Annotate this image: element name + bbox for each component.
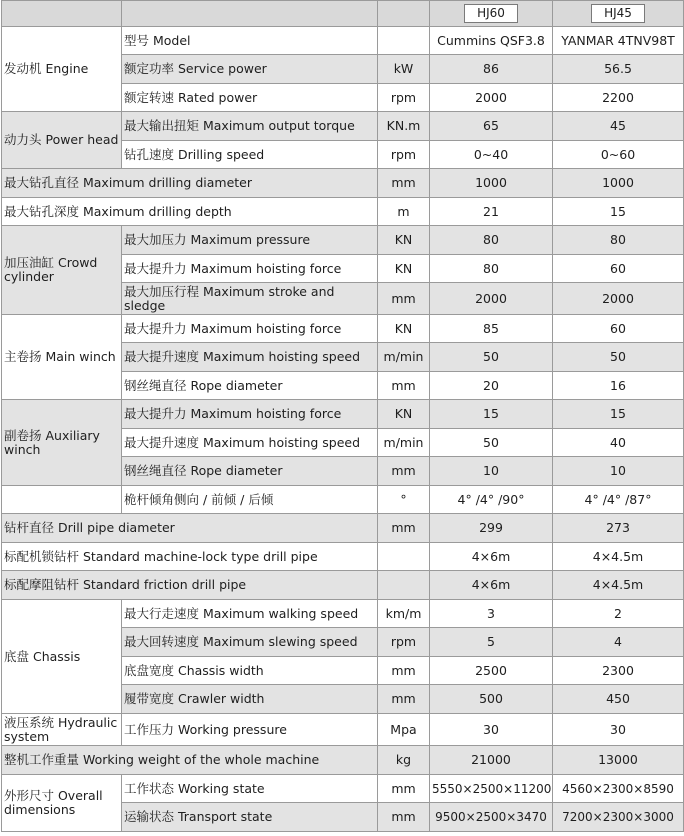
model-a-badge: HJ60 — [464, 4, 518, 23]
row-value-b: 4×4.5m — [553, 543, 684, 571]
row-label: 额定功率 Service power — [122, 55, 378, 84]
row-unit: kg — [378, 746, 430, 775]
row-value-b: 50 — [553, 343, 684, 372]
spec-table — [1, 0, 684, 832]
row-unit: ° — [378, 486, 430, 514]
row-unit: mm — [378, 283, 430, 315]
row-label: 最大提升速度 Maximum hoisting speed — [122, 343, 378, 372]
table-row — [2, 198, 684, 226]
row-value-a: 50 — [430, 429, 553, 457]
row-unit: kW — [378, 55, 430, 84]
table-row — [2, 169, 684, 198]
row-value-b: 15 — [553, 400, 684, 429]
row-value-b: 40 — [553, 429, 684, 457]
table-row — [2, 543, 684, 571]
category-power-head: 动力头 Power head — [2, 112, 122, 169]
row-label: 最大输出扭矩 Maximum output torque — [122, 112, 378, 141]
table-row — [2, 226, 684, 255]
row-unit: mm — [378, 372, 430, 400]
row-label: 钢丝绳直径 Rope diameter — [122, 457, 378, 486]
category-main-winch: 主卷扬 Main winch — [2, 315, 122, 400]
header-blank — [2, 1, 122, 27]
row-unit: mm — [378, 685, 430, 714]
row-label: 最大钻孔直径 Maximum drilling diameter — [2, 169, 378, 198]
header-blank — [122, 1, 378, 27]
row-value-b: 15 — [553, 198, 684, 226]
row-label: 最大回转速度 Maximum slewing speed — [122, 628, 378, 657]
table-row — [2, 571, 684, 600]
table-row — [2, 600, 684, 628]
row-unit: KN — [378, 315, 430, 343]
header-model-a — [430, 1, 553, 27]
table-row — [2, 486, 684, 514]
header-blank — [378, 1, 430, 27]
row-label: 标配机锁钻杆 Standard machine-lock type drill pipe — [2, 543, 378, 571]
table-row — [2, 315, 684, 343]
row-unit: m/min — [378, 429, 430, 457]
table-row — [2, 714, 684, 746]
row-unit: m — [378, 198, 430, 226]
row-value-a: 2500 — [430, 657, 553, 685]
row-label: 工作状态 Working state — [122, 775, 378, 803]
row-unit: mm — [378, 169, 430, 198]
row-unit — [378, 27, 430, 55]
table-row — [2, 27, 684, 55]
row-value-b: 2300 — [553, 657, 684, 685]
model-b-badge: HJ45 — [591, 4, 645, 23]
row-value-a: 299 — [430, 514, 553, 543]
row-unit: KN — [378, 400, 430, 429]
row-unit: m/min — [378, 343, 430, 372]
row-label: 额定转速 Rated power — [122, 84, 378, 112]
row-unit: rpm — [378, 628, 430, 657]
row-label: 最大钻孔深度 Maximum drilling depth — [2, 198, 378, 226]
row-value-a: 21 — [430, 198, 553, 226]
row-label: 整机工作重量 Working weight of the whole machine — [2, 746, 378, 775]
row-label: 工作压力 Working pressure — [122, 714, 378, 746]
row-value-a: 0~40 — [430, 141, 553, 169]
row-value-b: 4×4.5m — [553, 571, 684, 600]
row-label: 钻杆直径 Drill pipe diameter — [2, 514, 378, 543]
row-unit: rpm — [378, 84, 430, 112]
row-value-a: 21000 — [430, 746, 553, 775]
row-value-b: 7200×2300×3000 — [553, 803, 684, 832]
row-label: 钢丝绳直径 Rope diameter — [122, 372, 378, 400]
row-value-b: 450 — [553, 685, 684, 714]
header-row — [2, 1, 684, 27]
row-label: 型号 Model — [122, 27, 378, 55]
row-unit — [378, 571, 430, 600]
row-value-a: 2000 — [430, 283, 553, 315]
row-value-b: 56.5 — [553, 55, 684, 84]
row-unit — [378, 543, 430, 571]
row-value-b: 10 — [553, 457, 684, 486]
row-unit: mm — [378, 775, 430, 803]
row-value-b: 273 — [553, 514, 684, 543]
row-value-a: 1000 — [430, 169, 553, 198]
row-value-b: 1000 — [553, 169, 684, 198]
row-label: 最大提升力 Maximum hoisting force — [122, 315, 378, 343]
row-label: 最大提升速度 Maximum hoisting speed — [122, 429, 378, 457]
row-value-b: 4 — [553, 628, 684, 657]
row-value-b: 0~60 — [553, 141, 684, 169]
row-value-a: 4° /4° /90° — [430, 486, 553, 514]
row-value-b: 2200 — [553, 84, 684, 112]
row-unit: mm — [378, 514, 430, 543]
row-value-a: 20 — [430, 372, 553, 400]
row-unit: KN — [378, 255, 430, 283]
row-value-a: 3 — [430, 600, 553, 628]
category-dimensions: 外形尺寸 Overall dimensions — [2, 775, 122, 832]
row-unit: rpm — [378, 141, 430, 169]
table-row — [2, 514, 684, 543]
category-chassis: 底盘 Chassis — [2, 600, 122, 714]
row-value-b: 16 — [553, 372, 684, 400]
table-row — [2, 112, 684, 141]
row-value-b: 2000 — [553, 283, 684, 315]
row-value-b: 80 — [553, 226, 684, 255]
row-label: 桅杆倾角侧向 / 前倾 / 后倾 — [122, 486, 378, 514]
category-auxiliary-winch: 副卷扬 Auxiliary winch — [2, 400, 122, 486]
row-value-b: 60 — [553, 255, 684, 283]
header-model-b — [553, 1, 684, 27]
row-unit: KN.m — [378, 112, 430, 141]
row-value-a: 500 — [430, 685, 553, 714]
row-unit: km/m — [378, 600, 430, 628]
row-unit: mm — [378, 803, 430, 832]
row-label: 履带宽度 Crawler width — [122, 685, 378, 714]
row-label: 运输状态 Transport state — [122, 803, 378, 832]
row-value-a: 4×6m — [430, 543, 553, 571]
row-value-a: 5 — [430, 628, 553, 657]
row-value-a: 30 — [430, 714, 553, 746]
row-value-a: 85 — [430, 315, 553, 343]
row-value-a: 5550×2500×11200 — [430, 775, 553, 803]
row-label: 底盘宽度 Chassis width — [122, 657, 378, 685]
row-label: 最大提升力 Maximum hoisting force — [122, 255, 378, 283]
row-value-b: 4560×2300×8590 — [553, 775, 684, 803]
row-label: 最大加压行程 Maximum stroke and sledge — [122, 283, 378, 315]
row-value-a: 80 — [430, 255, 553, 283]
row-value-a: 10 — [430, 457, 553, 486]
row-value-b: YANMAR 4TNV98T — [553, 27, 684, 55]
row-label: 标配摩阻钻杆 Standard friction drill pipe — [2, 571, 378, 600]
row-unit: mm — [378, 457, 430, 486]
row-value-a: 80 — [430, 226, 553, 255]
row-value-b: 30 — [553, 714, 684, 746]
row-value-a: 50 — [430, 343, 553, 372]
row-label: 最大行走速度 Maximum walking speed — [122, 600, 378, 628]
row-unit: mm — [378, 657, 430, 685]
table-row — [2, 775, 684, 803]
row-unit: Mpa — [378, 714, 430, 746]
row-value-b: 60 — [553, 315, 684, 343]
category-hydraulic: 液压系统 Hydraulic system — [2, 714, 122, 746]
row-value-a: 4×6m — [430, 571, 553, 600]
row-value-a: 9500×2500×3470 — [430, 803, 553, 832]
row-value-b: 45 — [553, 112, 684, 141]
row-label: 最大加压力 Maximum pressure — [122, 226, 378, 255]
row-value-b: 4° /4° /87° — [553, 486, 684, 514]
row-value-a: 86 — [430, 55, 553, 84]
row-unit: KN — [378, 226, 430, 255]
row-value-a: 2000 — [430, 84, 553, 112]
category-engine: 发动机 Engine — [2, 27, 122, 112]
row-value-a: 15 — [430, 400, 553, 429]
row-value-b: 2 — [553, 600, 684, 628]
table-row — [2, 400, 684, 429]
row-value-a: 65 — [430, 112, 553, 141]
category-crowd-cylinder: 加压油缸 Crowd cylinder — [2, 226, 122, 315]
category-blank — [2, 486, 122, 514]
table-row — [2, 746, 684, 775]
row-label: 钻孔速度 Drilling speed — [122, 141, 378, 169]
row-label: 最大提升力 Maximum hoisting force — [122, 400, 378, 429]
row-value-a: Cummins QSF3.8 — [430, 27, 553, 55]
row-value-b: 13000 — [553, 746, 684, 775]
